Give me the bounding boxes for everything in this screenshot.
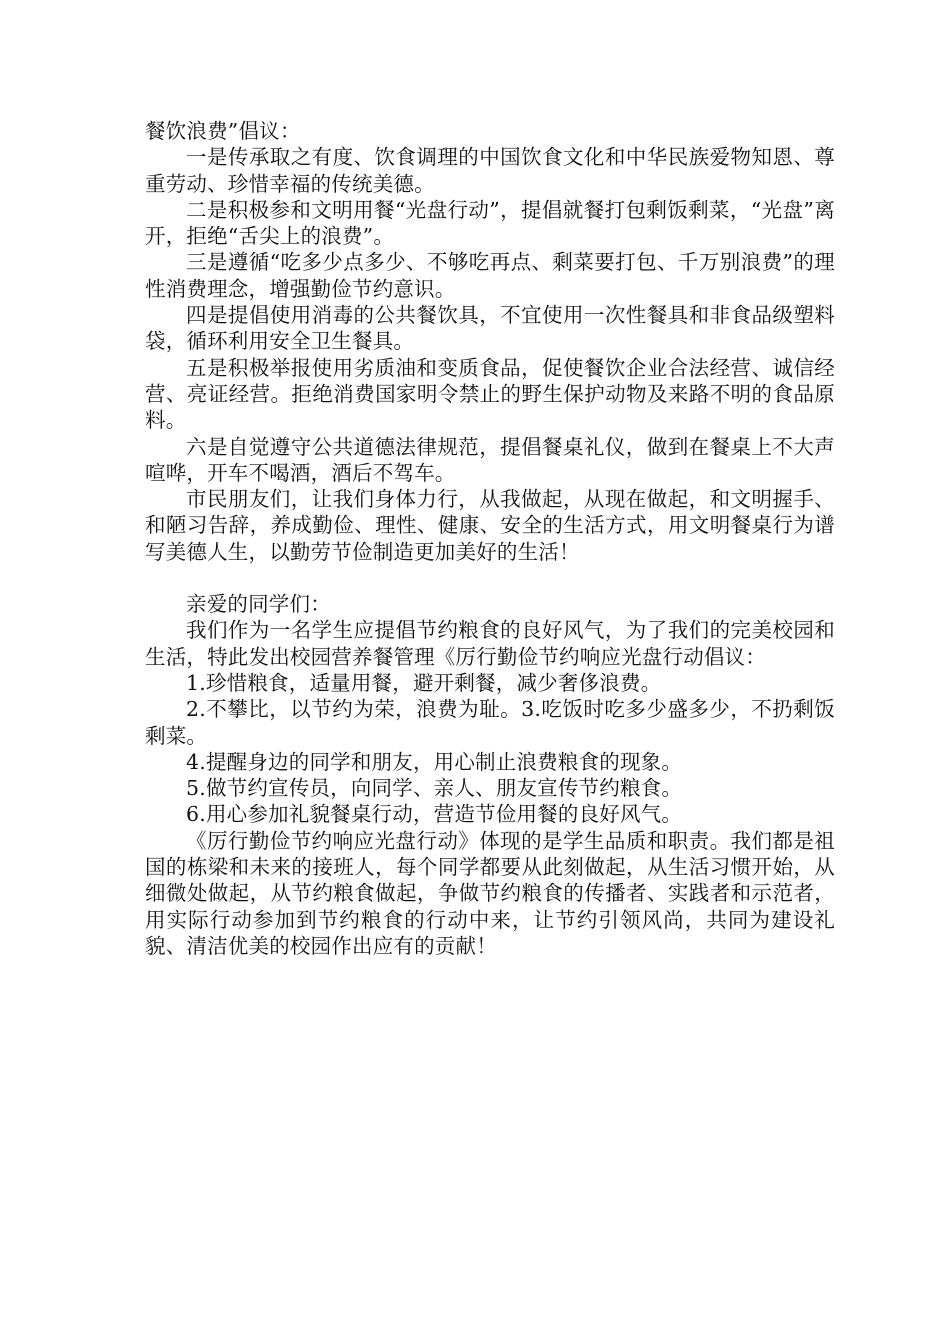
section2-item-6: 6.用心参加礼貌餐桌行动，营造节俭用餐的良好风气。 <box>186 802 683 827</box>
section-spacer <box>145 565 835 591</box>
paragraph-2: 二是积极参和文明用餐“光盘行动”，提倡就餐打包剩饭剩菜，“光盘”离开，拒绝“舌尖上的浪费”。 <box>145 197 835 249</box>
section2-item-2-3: 2.不攀比，以节约为荣，浪费为耻。3.吃饭时吃多少盛多少，不扔剩饭剩菜。 <box>145 697 835 748</box>
paragraph-5: 五是积极举报使用劣质油和变质食品，促使餐饮企业合法经营、诚信经营、亮证经营。拒绝消费国家明令禁止的野生保护动物及来路不明的食品原料。 <box>145 355 835 433</box>
section2-paragraph-1: 我们作为一名学生应提倡节约粮食的良好风气，为了我们的完美校园和生活，特此发出校园营养餐管理《厉行勤俭节约响应光盘行动倡议： <box>145 618 835 669</box>
section1-intro: 餐饮浪费”倡议： <box>145 119 301 143</box>
section2-closing: 《厉行勤俭节约响应光盘行动》体现的是学生品质和职责。我们都是祖国的栋梁和未来的接班人，每个同学都要从此刻做起，从生活习惯开始，从细微处做起，从节约粮食做起，争做节约粮食的传播者、实践者和示范者，用实际行动参加到节约粮食的行动中来，让节约引领风尚，共同为建设礼貌、清洁优美的校园作出应有的贡献！ <box>145 828 835 958</box>
paragraph-6: 六是自觉遵守公共道德法律规范，提倡餐桌礼仪，做到在餐桌上不大声喧哗，开车不喝酒，酒后不驾车。 <box>145 434 835 485</box>
document-body <box>145 118 835 959</box>
section2-item-1: 1.珍惜粮食，适量用餐，避开剩餐，减少奢侈浪费。 <box>186 670 662 695</box>
section2-item-4: 4.提醒身边的同学和朋友，用心制止浪费粮食的现象。 <box>186 749 683 774</box>
paragraph-3: 三是遵循“吃多少点多少、不够吃再点、剩菜要打包、千万别浪费”的理性消费理念，增强勤俭节约意识。 <box>145 250 835 301</box>
section2-greeting: 亲爱的同学们： <box>186 592 331 617</box>
section2-item-5: 5.做节约宣传员，向同学、亲人、朋友宣传节约粮食。 <box>186 776 683 801</box>
paragraph-1: 一是传承取之有度、饮食调理的中国饮食文化和中华民族爱物知恩、尊重劳动、珍惜幸福的传统美德。 <box>145 145 835 196</box>
paragraph-4: 四是提倡使用消毒的公共餐饮具，不宜使用一次性餐具和非食品级塑料袋，循环利用安全卫生餐具。 <box>145 303 835 354</box>
paragraph-7: 市民朋友们，让我们身体力行，从我做起，从现在做起，和文明握手、和陋习告辞，养成勤俭、理性、健康、安全的生活方式，用文明餐桌行为谱写美德人生，以勤劳节俭制造更加美好的生活！ <box>145 487 835 564</box>
